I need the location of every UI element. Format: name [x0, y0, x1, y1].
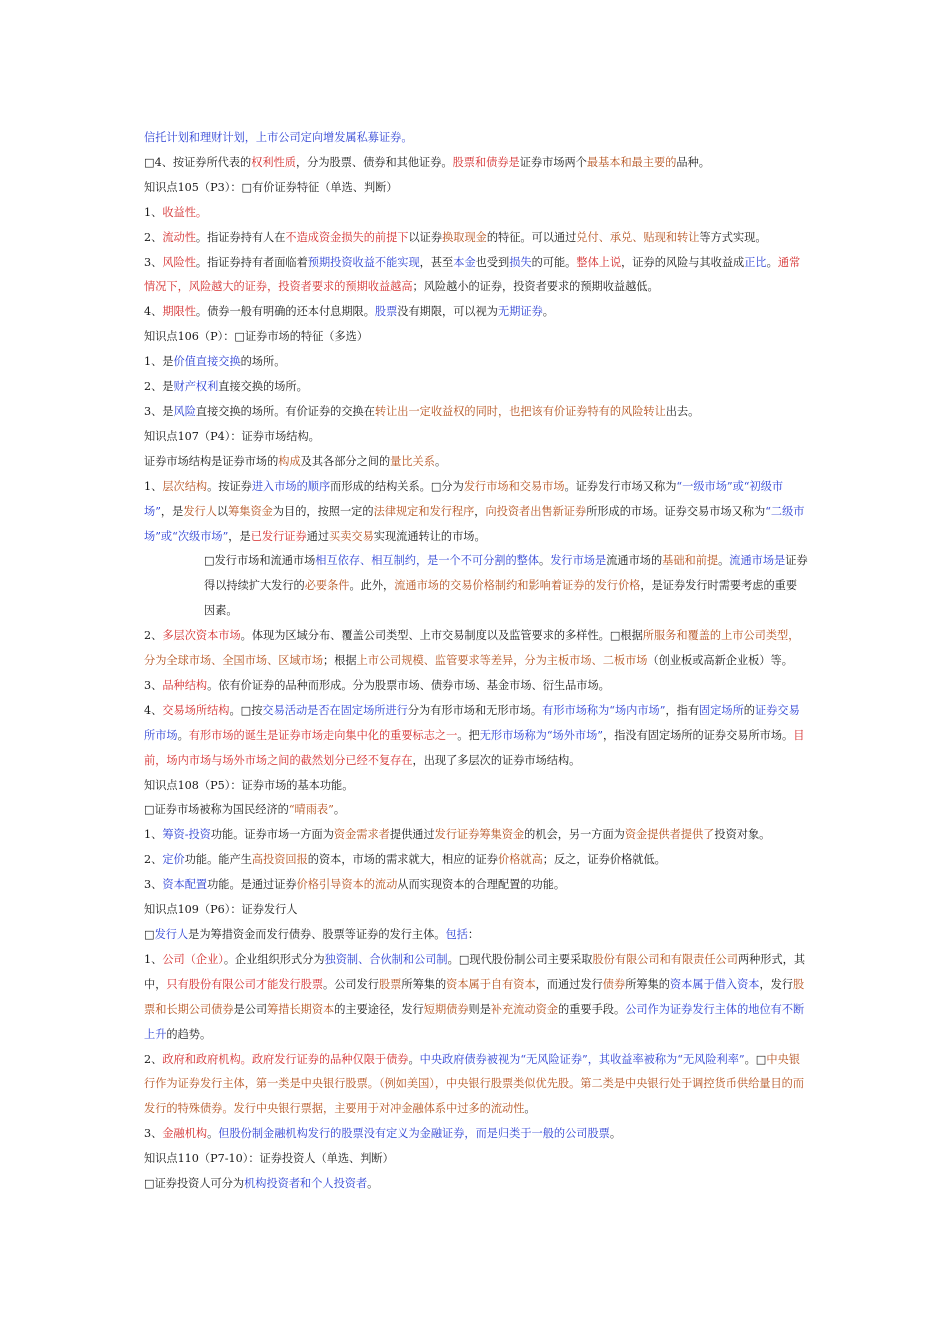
text-run: □4、按证券所代表的 — [144, 155, 252, 169]
text-run: 所筹集的 — [625, 977, 670, 991]
text-run: 通过 — [306, 529, 330, 543]
text-run: 价格就高 — [498, 853, 543, 867]
text-run: ，分为股票、债券和其他证券。 — [295, 155, 453, 169]
text-run: 转让出一定收益权的同时，也把该有价证券特有的风险转让 — [374, 404, 666, 418]
text-run: 不造成资金损失的前提下 — [285, 230, 409, 244]
paragraph — [144, 475, 808, 550]
paragraph — [144, 898, 808, 923]
text-run: 4、 — [144, 305, 163, 319]
text-run: 必要条件 — [304, 579, 350, 593]
text-run: ，是 — [160, 504, 184, 518]
text-run: 品种结构 — [162, 678, 208, 692]
text-run: 3、 — [144, 678, 163, 692]
text-run: 。 — [207, 1127, 219, 1141]
text-run: 知识点106（P）：□证券市场的特征（多选） — [144, 330, 369, 344]
text-run: 为目的，按照一定的 — [272, 504, 374, 518]
text-run: 筹措长期资本 — [267, 1002, 335, 1016]
text-run: 法律规定和发行程序 — [373, 504, 475, 518]
text-run: ，指没有固定场所的证券交易所市场。 — [603, 728, 794, 742]
text-run: 。指证券持有者面临着 — [195, 255, 308, 269]
text-run: 证券市场结构是证券市场的 — [144, 454, 279, 468]
text-run: 。此外， — [349, 579, 395, 593]
text-run: 2、是 — [144, 380, 174, 394]
text-run: ，而通过发行 — [535, 977, 603, 991]
text-run: 是公司 — [233, 1002, 268, 1016]
paragraph — [144, 425, 808, 450]
paragraph — [144, 201, 808, 226]
text-run: 的重要手段。 — [558, 1002, 626, 1016]
text-run: 股票和长期公司债券 — [144, 977, 805, 1016]
text-run: 损失 — [509, 255, 532, 269]
text-run: □证券投资人可分为 — [144, 1177, 245, 1191]
text-run: 层次结构 — [162, 479, 208, 493]
text-run: 公司（企业） — [162, 952, 224, 966]
text-run: 股份有限公司和有限责任公司 — [592, 952, 738, 966]
text-run: 进入市场的顺序 — [251, 479, 331, 493]
paragraph — [144, 798, 808, 823]
text-run: 。 — [524, 1102, 536, 1116]
text-run: 。 — [539, 554, 551, 568]
text-run: 权利性质 — [251, 155, 296, 169]
text-run: 包括 — [445, 928, 468, 941]
text-run: 1、 — [144, 828, 163, 842]
text-run: 以 — [216, 504, 229, 518]
text-run: 筹资-投资 — [162, 828, 211, 842]
text-run: 的可能。 — [531, 255, 577, 269]
text-run: 上市公司规模、监管要求等差异，分为主板市场、二板市场 — [356, 654, 648, 668]
text-run: 构成 — [278, 454, 301, 468]
text-run: 的主要途径，发行 — [334, 1002, 424, 1016]
text-run: 出去。 — [665, 404, 700, 418]
text-run: 。□按 — [229, 703, 263, 717]
text-run: 。证券发行市场又称为 — [564, 479, 677, 493]
text-run: 提供通过 — [389, 828, 435, 842]
text-run: 。 — [333, 803, 346, 817]
text-run: 基础和前提 — [662, 554, 719, 568]
text-run: 补充流动资金 — [490, 1002, 559, 1016]
text-run: 。 — [609, 1127, 622, 1141]
text-run: 最基本和最主要的 — [586, 155, 677, 169]
text-run: 本金 — [453, 255, 476, 269]
text-run: 买卖交易 — [329, 529, 374, 543]
text-run: 的 — [743, 703, 755, 717]
text-run: 风险 — [173, 404, 196, 418]
text-run: 发行市场和交易市场 — [463, 479, 565, 493]
text-run: 资本属于借入资本 — [669, 977, 760, 991]
paragraph — [144, 151, 808, 176]
text-run: 实现流通转让的市场。 — [373, 529, 486, 543]
text-run: 所服务和覆盖的上市公司类型，分为全球市场、全国市场、区域市场 — [144, 629, 800, 668]
text-run: 也受到 — [475, 255, 510, 269]
text-run: “晴雨表” — [288, 803, 334, 817]
text-run: 知识点105（P3）：□有价证券特征（单选、判断） — [144, 180, 398, 194]
text-run: ；反之，证券价格就低。 — [542, 853, 666, 867]
text-run: 的资本，市场的需求就大，相应的证券 — [307, 853, 498, 867]
text-run: “一级市场”或“初级市场” — [144, 479, 784, 518]
text-run: 。指证券持有人在 — [195, 230, 286, 244]
text-run: 2、 — [144, 1052, 163, 1066]
text-run: 固定场所 — [699, 703, 744, 717]
text-run: 价格引导资本的流动 — [296, 878, 398, 892]
text-run: 流通市场是 — [729, 554, 786, 568]
text-run: ， — [474, 504, 486, 518]
text-run: 中央银行作为证券发行主体，第一类是中央银行股票。（例如美国），中央银行股票类似优先股。第二类是中央银行处于调控货币供给量目的而发行的特殊债券。发行中央银行票据，主要用于对冲金融体系中过多的流动性 — [144, 1052, 805, 1116]
text-run: 只有股份有限公司才能发行股票 — [166, 977, 324, 991]
text-run: “二级市场”或“次级市场” — [144, 504, 805, 543]
text-run: 高投资回报 — [251, 853, 308, 867]
text-run: 政府和政府机构。政府发行证券的品种仅限于债券 — [162, 1052, 409, 1066]
text-run: 短期债券 — [423, 1002, 469, 1016]
text-run: ，是 — [228, 529, 251, 543]
text-run: 直接交换的场所。有价证券的交换在 — [195, 404, 375, 418]
text-run: 。□现代股份制公司主要采取 — [447, 952, 593, 966]
paragraph — [144, 823, 808, 848]
text-run: 。债券一般有明确的还本付息期限。 — [195, 305, 375, 319]
paragraph — [144, 176, 808, 201]
text-run: 但股份制金融机构发行的股票没有定义为金融证券，而是归类于一般的公司股票 — [218, 1127, 610, 1141]
text-run: 4、 — [144, 703, 163, 717]
text-run: 期限性 — [162, 305, 196, 319]
text-run: 所形成的市场。证券交易市场又称为 — [586, 504, 766, 518]
text-run: 股票 — [374, 305, 398, 319]
text-run: 有形市场的诞生是证券市场走向集中化的重要标志之一 — [188, 728, 458, 742]
paragraph — [144, 300, 808, 325]
text-run: 的场所。 — [240, 355, 286, 369]
text-run: ，出现了多层次的证券市场结构。 — [412, 753, 581, 767]
text-run: 。 — [542, 305, 554, 319]
text-run: 。公司发行 — [323, 977, 379, 991]
text-run: 。 — [177, 728, 189, 742]
text-run: 预期投资收益不能实现 — [307, 255, 420, 269]
text-run: 无形市场称为“场外市场” — [479, 728, 604, 742]
text-run: （创业板或高新企业板）等。 — [647, 654, 793, 668]
text-run: 则是 — [468, 1002, 491, 1016]
text-run: 2、 — [144, 853, 163, 867]
text-run: 量比关系 — [390, 454, 435, 468]
text-run: ，证券的风险与其收益成 — [621, 255, 745, 269]
text-run: 知识点109（P6）：证券发行人 — [144, 903, 298, 917]
text-run: 资金提供者提供了 — [624, 828, 715, 842]
text-run: 。企业组织形式分为 — [223, 952, 325, 966]
text-run: 品种。 — [676, 155, 710, 169]
text-run: 知识点108（P5）：证券市场的基本功能。 — [144, 778, 354, 792]
text-run: 2、 — [144, 629, 163, 643]
text-run: ，发行 — [759, 977, 794, 991]
text-run: 资本配置 — [162, 878, 208, 892]
text-run: 功能。是通过证券 — [207, 878, 297, 892]
text-run: 而形成的结构关系。□分为 — [330, 479, 464, 493]
text-run: 筹集资金 — [228, 504, 273, 518]
text-run: 财产权利 — [173, 380, 219, 394]
paragraph — [144, 774, 808, 799]
text-run: 金融机构 — [162, 1127, 208, 1141]
text-run: 整体上说 — [576, 255, 622, 269]
text-run: □发行市场和流通市场 — [204, 554, 316, 568]
text-run: ，指有 — [665, 703, 700, 717]
text-run: ： — [467, 928, 480, 941]
text-run: 3、 — [144, 1127, 163, 1141]
text-run: 流通市场的 — [606, 554, 663, 568]
text-run: 股票 — [378, 977, 402, 991]
text-run: 无期证券 — [498, 305, 543, 319]
text-run: 交易场所结构 — [162, 703, 230, 717]
text-run: 。 — [367, 1177, 379, 1191]
text-run: ，是证券发行时需要考虑的重要因素。 — [204, 579, 798, 618]
text-run: 。□ — [744, 1052, 767, 1066]
text-run: 交易活动是否在固定场所进行 — [262, 703, 408, 717]
text-run: 流通市场的交易价格制约和影响着证券的发行价格 — [394, 579, 641, 593]
paragraph — [144, 549, 808, 624]
text-run: 换取现金 — [442, 230, 487, 244]
text-run: 已发行证券 — [250, 529, 307, 543]
text-run: 3、是 — [144, 404, 174, 418]
text-run: 1、是 — [144, 355, 174, 369]
text-run: 1、 — [144, 205, 163, 219]
text-run: 知识点107（P4）：证券市场结构。 — [144, 429, 320, 443]
text-run: 。把 — [457, 728, 480, 742]
paragraph — [144, 126, 808, 151]
text-run: 公司作为证券发行主体的地位有不断上升 — [144, 1002, 805, 1041]
text-run: 资本属于自有资本 — [446, 977, 536, 991]
text-run: 等方式实现。 — [699, 230, 767, 244]
text-run: 定价 — [162, 853, 185, 867]
paragraph — [144, 1048, 808, 1123]
text-run: 发行人 — [183, 504, 217, 518]
text-run: 1、 — [144, 952, 163, 966]
text-run: 1、 — [144, 479, 163, 493]
text-run: 。按证券 — [207, 479, 252, 493]
text-run: 及其各部分之间的 — [300, 454, 391, 468]
text-run: 所筹集的 — [401, 977, 447, 991]
paragraph — [144, 1147, 808, 1172]
text-run: 2、 — [144, 230, 163, 244]
paragraph — [144, 450, 808, 475]
paragraph — [144, 400, 808, 425]
text-run: 的机会，另一方面为 — [524, 828, 625, 842]
text-run: 债券 — [602, 977, 626, 991]
paragraph — [144, 1122, 808, 1147]
text-run: 的特征。可以通过 — [486, 230, 577, 244]
paragraph — [144, 624, 808, 674]
text-run: 分为有形市场和无形市场。 — [407, 703, 543, 717]
text-run: 功能。能产生 — [184, 853, 252, 867]
text-run: 投资对象。 — [714, 828, 771, 842]
text-run: 正比 — [744, 255, 767, 269]
paragraph — [144, 251, 808, 301]
text-run: 。依有价证券的品种而形成。分为股票市场、债券市场、基金市场、衍生品市场。 — [207, 678, 610, 692]
text-run: 发行证券筹集资金 — [434, 828, 525, 842]
text-run: 从而实现资本的合理配置的功能。 — [397, 878, 566, 892]
text-run: 股票和债券是 — [452, 155, 520, 169]
text-run: 。 — [408, 1052, 420, 1066]
paragraph — [144, 848, 808, 873]
text-run: □ — [144, 928, 155, 941]
text-run: 风险性 — [162, 255, 196, 269]
text-run: 发行市场是 — [550, 554, 607, 568]
paragraph — [144, 350, 808, 375]
text-run: 。 — [718, 554, 730, 568]
text-run: 有形市场称为“场内市场” — [542, 703, 666, 717]
paragraph — [144, 1172, 808, 1197]
text-run: 兑付、承兑、贴现和转让 — [576, 230, 700, 244]
text-run: 是为筹措资金而发行债券、股票等证券的发行主体。 — [188, 928, 446, 941]
paragraph — [144, 948, 808, 1048]
text-run: 的趋势。 — [166, 1027, 212, 1041]
text-run: 收益性。 — [162, 205, 208, 219]
text-run: 向投资者出售新证券 — [485, 504, 587, 518]
text-run: 两种形式，其中， — [144, 952, 806, 991]
text-run: 信托计划和理财计划，上市公司定向增发属私募证券。 — [144, 131, 413, 144]
text-run: 证券交易所市场 — [144, 703, 800, 742]
text-run: 证券得以持续扩大发行的 — [204, 554, 808, 593]
text-run: 独资制、合伙制和公司制 — [324, 952, 448, 966]
text-run: ；根据 — [323, 654, 357, 668]
text-run: 。体现为区域分布、覆盖公司类型、上市交易制度以及监管要求的多样性。□根据 — [240, 629, 643, 643]
text-run: 知识点110（P7-10）：证券投资人（单选、判断） — [144, 1152, 394, 1166]
paragraph — [144, 375, 808, 400]
paragraph — [144, 873, 808, 898]
text-run: ，甚至 — [419, 255, 454, 269]
text-run: 功能。证券市场一方面为 — [210, 828, 334, 842]
text-run: 多层次资本市场 — [162, 629, 241, 643]
text-run: 。 — [766, 255, 778, 269]
text-run: 3、 — [144, 255, 163, 269]
paragraph — [144, 923, 808, 948]
paragraph — [144, 325, 808, 350]
document-page — [144, 126, 808, 1197]
text-run: 通常情况下，风险越大的证券，投资者要求的预期收益越高 — [144, 255, 801, 294]
text-run: 没有期限，可以视为 — [397, 305, 498, 319]
paragraph — [144, 699, 808, 774]
text-run: 目前，场内市场与场外市场之间的截然划分已经不复存在 — [144, 728, 805, 767]
text-run: 中央政府债券被视为“无风险证券”，其收益率被称为“无风险利率” — [419, 1052, 745, 1066]
paragraph — [144, 226, 808, 251]
text-run: 。 — [434, 454, 447, 468]
text-run: 3、 — [144, 878, 163, 892]
text-run: 机构投资者和个人投资者 — [244, 1177, 368, 1191]
text-run: 发行人 — [154, 928, 189, 941]
text-run: 流动性 — [162, 230, 196, 244]
text-run: ；风险越小的证券，投资者要求的预期收益越低。 — [412, 280, 659, 294]
paragraph — [144, 674, 808, 699]
text-run: 证券市场两个 — [519, 155, 587, 169]
text-run: □证券市场被称为国民经济的 — [144, 803, 289, 817]
text-run: 以证券 — [408, 230, 443, 244]
text-run: 价值直接交换 — [173, 355, 241, 369]
text-run: 资金需求者 — [333, 828, 390, 842]
text-run: 相互依存、相互制约，是一个不可分割的整体 — [315, 554, 540, 568]
text-run: 直接交换的场所。 — [218, 380, 308, 394]
